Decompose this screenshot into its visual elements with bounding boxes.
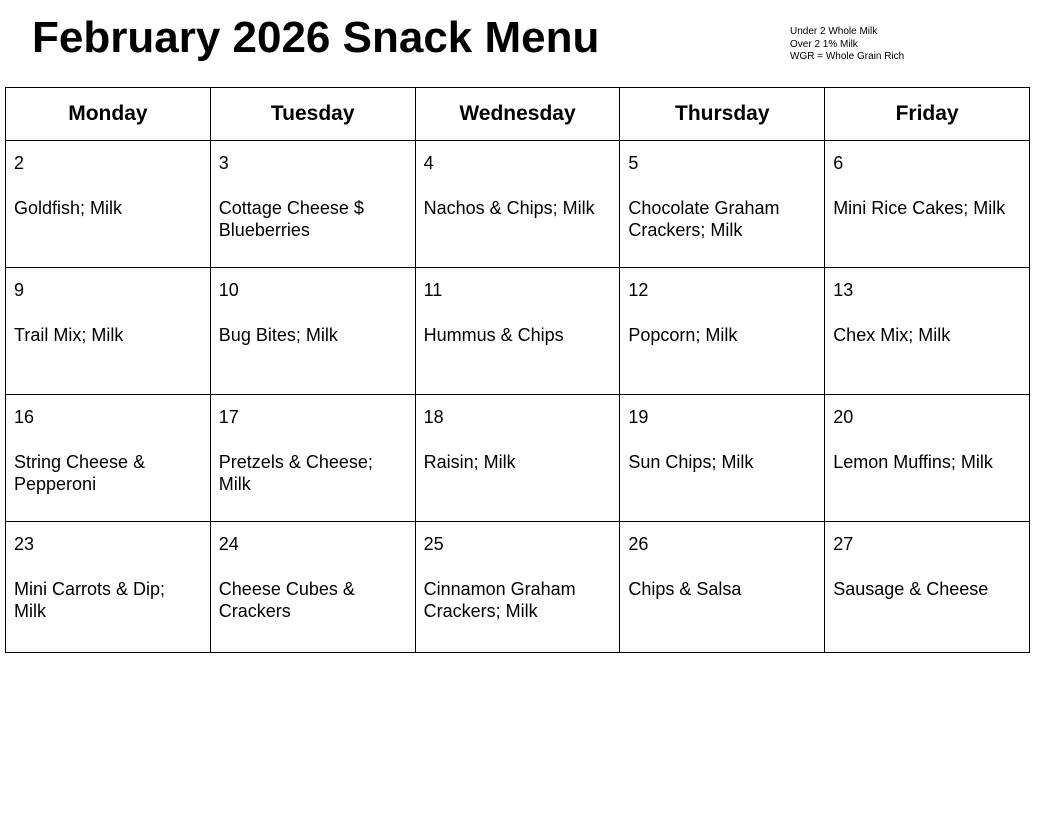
snack-item: Chocolate Graham Crackers; Milk [628,198,780,240]
week-row [6,522,1030,653]
day-cell [620,522,825,653]
snack-item: Bug Bites; Milk [218,325,338,345]
day-number: 23 [14,534,35,554]
snack-item: Popcorn; Milk [628,325,738,345]
day-cell [415,268,620,395]
day-cell [6,522,211,653]
legend-line: WGR = Whole Grain Rich [790,51,905,62]
day-cell [620,141,825,268]
day-cell [210,395,415,522]
day-number: 11 [423,280,443,300]
day-number: 5 [628,153,639,173]
day-number: 16 [14,407,35,427]
day-number: 20 [833,407,854,427]
week-row [6,141,1030,268]
day-cell [825,268,1030,395]
day-cell [415,141,620,268]
snack-item: Trail Mix; Milk [14,325,124,345]
snack-item: Pretzels & Cheese; Milk [218,452,373,494]
weekday-header-row [6,88,1030,141]
day-cell [620,395,825,522]
snack-item: Chex Mix; Milk [833,325,951,345]
weekday-header-monday: Monday [6,88,211,141]
day-number: 24 [218,534,239,554]
day-number: 13 [833,280,854,300]
weekday-header-thursday: Thursday [620,88,825,141]
day-number: 27 [833,534,854,554]
week-row [6,268,1030,395]
snack-item: Sausage & Cheese [833,579,989,599]
legend-line: Under 2 Whole Milk [790,26,878,37]
day-cell [6,395,211,522]
day-cell [825,395,1030,522]
day-cell [210,522,415,653]
weekday-header-tuesday: Tuesday [210,88,415,141]
day-cell [210,141,415,268]
day-cell [825,522,1030,653]
day-number: 25 [423,534,444,554]
day-number: 18 [423,407,444,427]
weekday-header-friday: Friday [825,88,1030,141]
snack-calendar [5,87,1030,653]
snack-item: Cinnamon Graham Crackers; Milk [423,579,576,621]
day-cell [415,395,620,522]
snack-item: Nachos & Chips; Milk [423,198,595,218]
day-number: 17 [218,407,239,427]
snack-item: Mini Carrots & Dip; Milk [14,579,166,621]
snack-item: Cheese Cubes & Crackers [218,579,355,621]
snack-item: Cottage Cheese $ Blueberries [218,198,364,240]
day-cell [620,268,825,395]
day-number: 6 [833,153,844,173]
snack-item: Sun Chips; Milk [628,452,754,472]
day-number: 3 [218,153,229,173]
snack-item: Goldfish; Milk [14,198,123,218]
day-number: 26 [628,534,649,554]
day-number: 2 [14,153,25,173]
snack-item: String Cheese & Pepperoni [14,452,146,494]
day-cell [6,268,211,395]
week-row [6,395,1030,522]
day-number: 10 [218,280,239,300]
snack-item: Hummus & Chips [423,325,564,345]
weekday-header-wednesday: Wednesday [415,88,620,141]
day-number: 12 [628,280,649,300]
day-cell [210,268,415,395]
day-number: 4 [423,153,434,173]
page-title: February 2026 Snack Menu [32,13,600,62]
day-cell [6,141,211,268]
snack-item: Mini Rice Cakes; Milk [833,198,1006,218]
day-cell [415,522,620,653]
milk-legend [790,26,904,64]
day-number: 19 [628,407,649,427]
snack-item: Chips & Salsa [628,579,742,599]
day-number: 9 [14,280,25,300]
day-cell [825,141,1030,268]
snack-item: Raisin; Milk [423,452,516,472]
snack-item: Lemon Muffins; Milk [833,452,993,472]
legend-line: Over 2 1% Milk [790,38,858,50]
